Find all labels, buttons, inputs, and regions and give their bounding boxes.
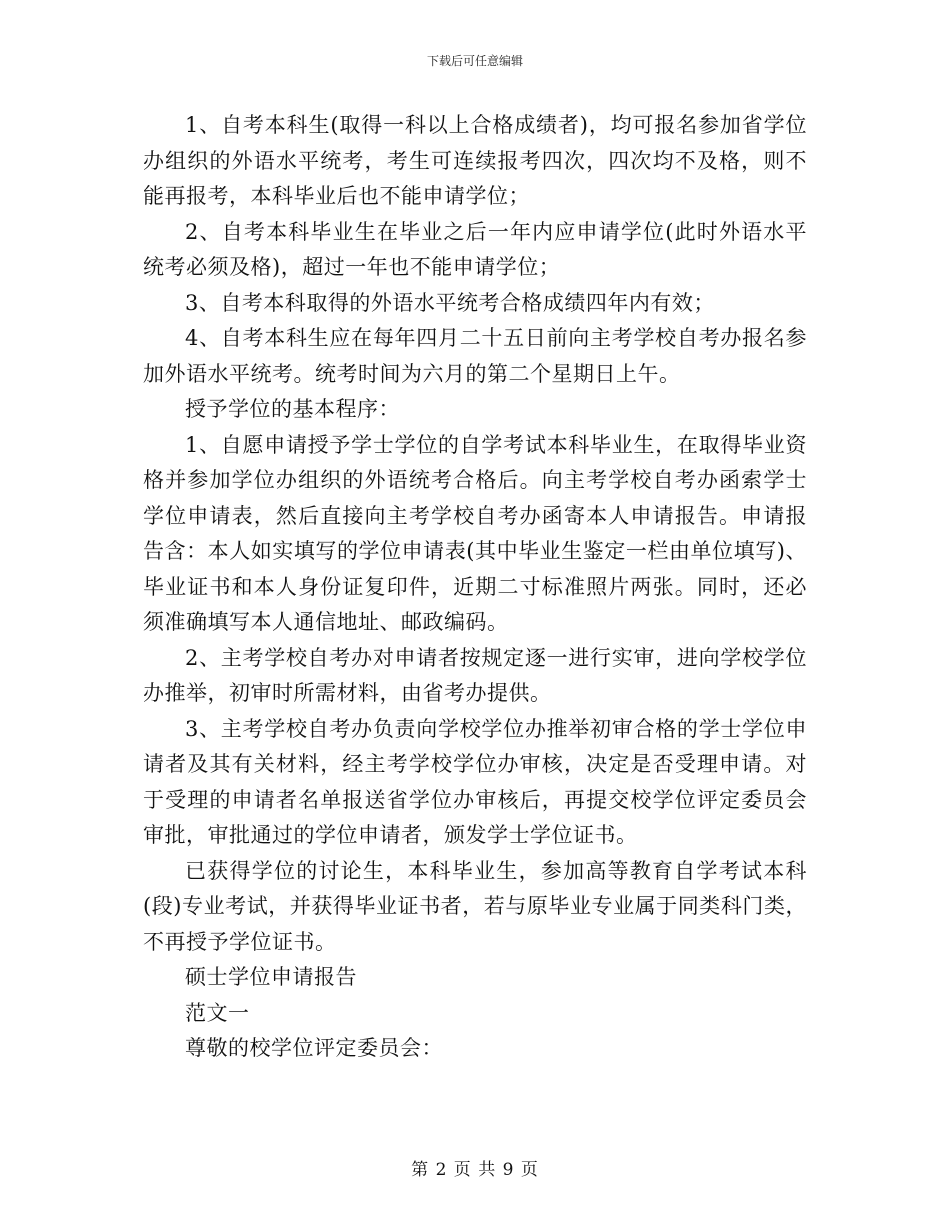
salutation: 尊敬的校学位评定委员会： xyxy=(185,1036,443,1060)
paragraph-procedure-3: 3、主考学校自考办负责向学校学位办推举初审合格的学士学位申请者及其有关材料，经主考学校学位办审核，决定是否受理申请。对于受理的申请者名单报送省学位办审核后，再提交校学位评定委员会审批，审批通过的学位申请者，颁发学士学位证书。 xyxy=(143,716,807,847)
paragraph-rule-2: 2、自考本科毕业生在毕业之后一年内应申请学位(此时外语水平统考必须及格)，超过一年也不能申请学位； xyxy=(143,219,807,279)
page-number: 第 2 页 共 9 页 xyxy=(411,1160,539,1180)
section-heading-procedure: 授予学位的基本程序： xyxy=(185,397,400,421)
section-heading-report: 硕士学位申请报告 xyxy=(185,965,357,989)
paragraph-procedure-1: 1、自愿申请授予学士学位的自学考试本科毕业生，在取得毕业资格并参加学位办组织的外语统考合格后。向主考学校自考办函索学士学位申请表，然后直接向主考学校自考办函寄本人申请报告。申请报告含：本人如实填写的学位申请表(其中毕业生鉴定一栏由单位填写)、毕业证书和本人身份证复印件，近期二寸标准照片两张。同时，还必须准确填写本人通信地址、邮政编码。 xyxy=(143,432,807,634)
paragraph-procedure-2: 2、主考学校自考办对申请者按规定逐一进行实审，进向学校学位办推举，初审时所需材料，由省考办提供。 xyxy=(143,645,807,705)
paragraph-rule-3: 3、自考本科取得的外语水平统考合格成绩四年内有效； xyxy=(185,290,715,315)
document-body xyxy=(143,108,807,1067)
paragraph-note: 已获得学位的讨论生，本科毕业生，参加高等教育自学考试本科(段)专业考试，并获得毕业证书者，若与原毕业专业属于同类科门类，不再授予学位证书。 xyxy=(143,858,807,954)
sample-label: 范文一 xyxy=(185,1000,250,1025)
paragraph-rule-4: 4、自考本科生应在每年四月二十五日前向主考学校自考办报名参加外语水平统考。统考时间为六月的第二个星期日上午。 xyxy=(143,326,807,386)
paragraph-rule-1: 1、自考本科生(取得一科以上合格成绩者)，均可报名参加省学位办组织的外语水平统考，考生可连续报考四次，四次均不及格，则不能再报考，本科毕业后也不能申请学位； xyxy=(143,113,807,208)
page-header: 下载后可任意编辑 xyxy=(426,54,523,68)
